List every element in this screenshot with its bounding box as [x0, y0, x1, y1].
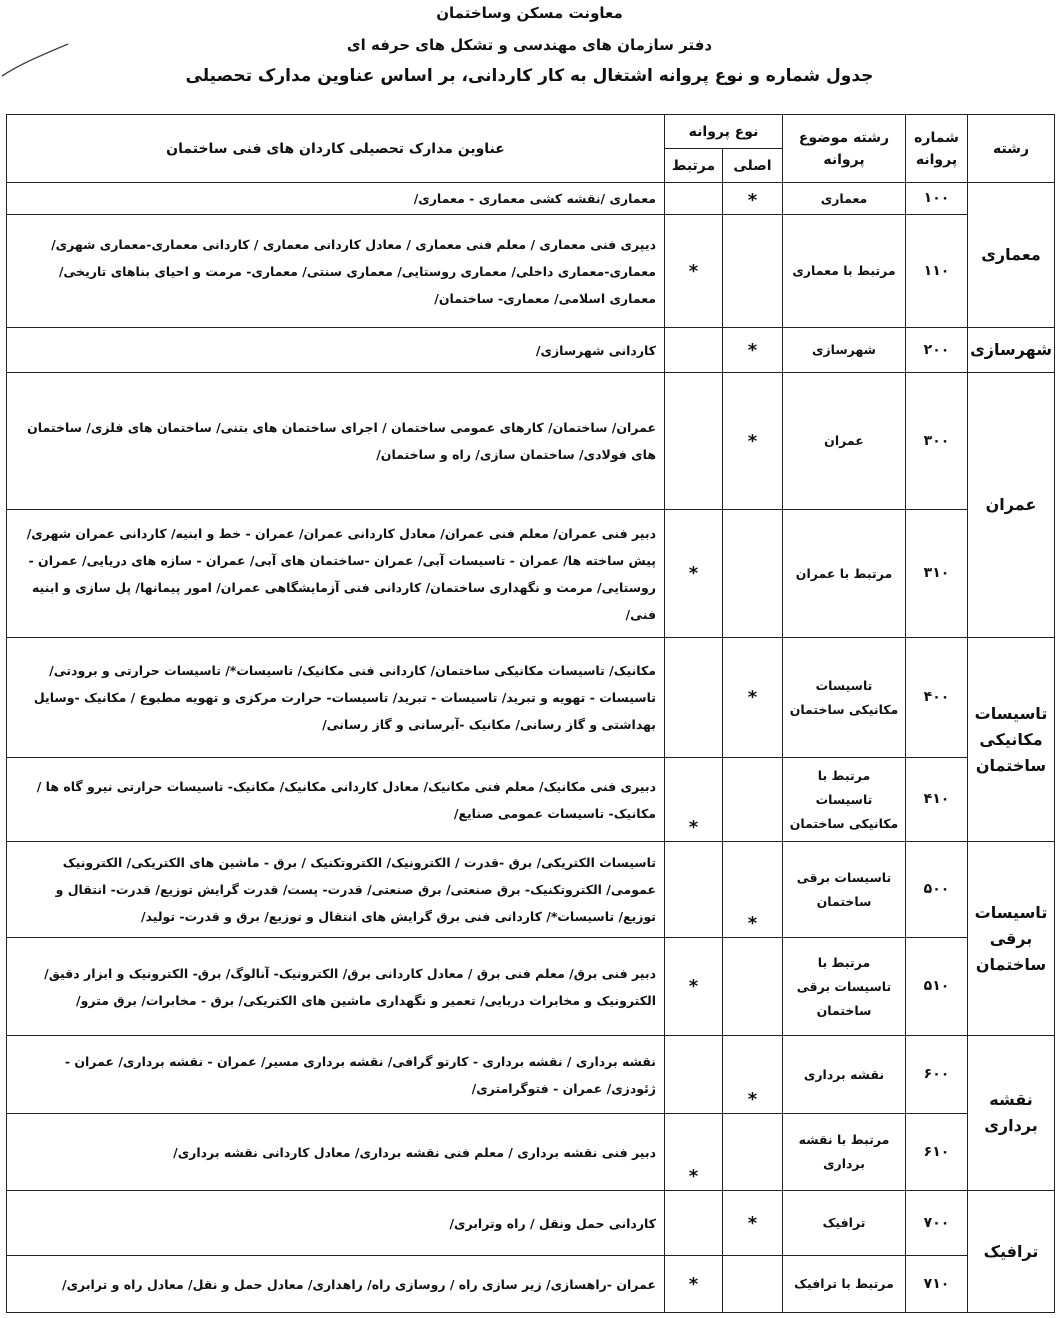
main-mark: * — [723, 842, 783, 938]
degree-titles: کاردانی شهرسازی/ — [7, 328, 665, 373]
license-number: ۶۰۰ — [906, 1036, 968, 1114]
related-mark-empty — [665, 373, 723, 510]
degree-titles: کاردانی حمل ونقل / راه وترابری/ — [7, 1191, 665, 1256]
table-row — [7, 638, 1055, 758]
col-main-header: اصلی — [723, 149, 783, 183]
main-mark: * — [723, 183, 783, 215]
degree-titles: عمران/ ساختمان/ کارهای عمومی ساختمان / اجرای ساختمان های بتنی/ ساختمان های فلزی/ ساختمان های فولادی/ ساختمان سازی/ راه و ساختمان/ — [7, 373, 665, 510]
header-office: دفتر سازمان های مهندسی و تشکل های حرفه ای — [346, 36, 713, 54]
degree-titles: تاسیسات الکتریکی/ برق -قدرت / الکترونیک/ الکتروتکنیک / برق - ماشین های الکتریکی/ الکترونیک عمومی/ الکتروتکنیک- برق صنعتی/ برق صنعتی/ قدرت- پست/ قدرت گرایش توزیع/ قدرت- انتقال و توزیع/ تاسیسات*/ کاردانی فنی برق گرایش های انتقال و توزیع/ برق و قدرت- تولید/ — [7, 842, 665, 938]
license-subject: ترافیک — [783, 1191, 906, 1256]
related-mark: * — [665, 758, 723, 842]
main-mark-empty — [723, 215, 783, 328]
table-row — [7, 758, 1055, 842]
license-number: ۱۱۰ — [906, 215, 968, 328]
field-cell: عمران — [968, 373, 1055, 638]
col-related-header: مرتبط — [665, 149, 723, 183]
main-mark-empty — [723, 938, 783, 1036]
corner-pen-mark — [0, 40, 70, 80]
license-subject: مرتبط با تاسیسات برقی ساختمان — [783, 938, 906, 1036]
related-mark-empty — [665, 183, 723, 215]
license-subject: نقشه برداری — [783, 1036, 906, 1114]
license-number: ۷۰۰ — [906, 1191, 968, 1256]
license-subject: معماری — [783, 183, 906, 215]
license-subject: عمران — [783, 373, 906, 510]
degree-titles: نقشه برداری / نقشه برداری - کارتو گرافی/ نقشه برداری مسیر/ عمران - نقشه برداری/ عمران - ژئودزی/ عمران - فتوگرامتری/ — [7, 1036, 665, 1114]
main-mark: * — [723, 1191, 783, 1256]
license-number: ۱۰۰ — [906, 183, 968, 215]
degree-titles: عمران -راهسازی/ زیر سازی راه / روسازی راه/ راهداری/ معادل حمل و نقل/ معادل راه و ترابری/ — [7, 1256, 665, 1313]
license-number: ۴۰۰ — [906, 638, 968, 758]
table-row — [7, 328, 1055, 373]
field-cell: معماری — [968, 183, 1055, 328]
license-subject: مرتبط با نقشه برداری — [783, 1114, 906, 1191]
license-number: ۳۰۰ — [906, 373, 968, 510]
license-subject: تاسیسات برقی ساختمان — [783, 842, 906, 938]
license-subject: شهرسازی — [783, 328, 906, 373]
related-mark: * — [665, 1114, 723, 1191]
license-subject: مرتبط با عمران — [783, 510, 906, 638]
license-subject: مرتبط با ترافیک — [783, 1256, 906, 1313]
license-number: ۷۱۰ — [906, 1256, 968, 1313]
license-subject: تاسیسات مکانیکی ساختمان — [783, 638, 906, 758]
related-mark-empty — [665, 328, 723, 373]
main-mark: * — [723, 373, 783, 510]
main-mark-empty — [723, 1114, 783, 1191]
col-titles-header: عناوین مدارک تحصیلی کاردان های فنی ساختمان — [7, 115, 665, 183]
license-number: ۶۱۰ — [906, 1114, 968, 1191]
table-row — [7, 215, 1055, 328]
degree-titles: دیپری فنی معماری / معلم فنی معماری / معادل کاردانی معماری / کاردانی معماری-معماری شهری/ معماری-معماری داخلی/ معماری روستایی/ معماری سنتی/ معماری- مرمت و احیای بناهای تاریخی/ معماری اسلامی/ معماری- ساختمان/ — [7, 215, 665, 328]
related-mark-empty — [665, 1036, 723, 1114]
field-cell: ترافیک — [968, 1191, 1055, 1313]
license-number: ۵۰۰ — [906, 842, 968, 938]
related-mark-empty — [665, 638, 723, 758]
main-mark: * — [723, 1036, 783, 1114]
col-field-header: رشته — [968, 115, 1055, 183]
license-number: ۵۱۰ — [906, 938, 968, 1036]
main-mark-empty — [723, 510, 783, 638]
table-row — [7, 510, 1055, 638]
table-row — [7, 1256, 1055, 1313]
main-mark-empty — [723, 1256, 783, 1313]
related-mark-empty — [665, 842, 723, 938]
main-mark: * — [723, 328, 783, 373]
license-number: ۲۰۰ — [906, 328, 968, 373]
related-mark: * — [665, 510, 723, 638]
main-mark: * — [723, 638, 783, 758]
table-row — [7, 373, 1055, 510]
main-mark-empty — [723, 758, 783, 842]
related-mark: * — [665, 215, 723, 328]
degree-titles: دبیری فنی مکانیک/ معلم فنی مکانیک/ معادل کاردانی مکانیک/ مکانیک- تاسیسات حرارتی نیرو گاه ها / مکانیک- تاسیسات عمومی صنایع/ — [7, 758, 665, 842]
col-number-header: شماره پروانه — [906, 115, 968, 183]
col-type-header: نوع پروانه — [665, 115, 783, 149]
col-subject-header: رشته موضوع پروانه — [783, 115, 906, 183]
related-mark: * — [665, 938, 723, 1036]
header-table-title: جدول شماره و نوع پروانه اشتغال به کار کاردانی، بر اساس عناوین مدارک تحصیلی — [185, 66, 874, 86]
degree-titles: دبیر فنی برق/ معلم فنی برق / معادل کاردانی برق/ الکترونیک- آنالوگ/ برق- الکترونیک و ابزار دقیق/ الکترونیک و مخابرات دریایی/ تعمیر و نگهداری ماشین های الکتریکی/ برق - مخابرات/ برق مترو/ — [7, 938, 665, 1036]
degree-titles: مکانیک/ تاسیسات مکانیکی ساختمان/ کاردانی فنی مکانیک/ تاسیسات*/ تاسیسات حرارتی و برودتی/ تاسیسات - تهویه و تبرید/ تاسیسات - تبرید/ تاسیسات- حرارت مرکزی و تهویه مطبوع / مکانیک -وسایل بهداشتی و گاز رسانی/ مکانیک -آبرسانی و گاز رسانی/ — [7, 638, 665, 758]
table-row — [7, 842, 1055, 938]
related-mark: * — [665, 1256, 723, 1313]
field-cell: تاسیسات مکانیکی ساختمان — [968, 638, 1055, 842]
field-cell: تاسیسات برقی ساختمان — [968, 842, 1055, 1036]
field-cell: نقشه برداری — [968, 1036, 1055, 1191]
license-subject: مرتبط با معماری — [783, 215, 906, 328]
table-row — [7, 1114, 1055, 1191]
degree-titles: دبیر فنی نقشه برداری / معلم فنی نقشه برداری/ معادل کاردانی نقشه برداری/ — [7, 1114, 665, 1191]
table-row — [7, 183, 1055, 215]
related-mark-empty — [665, 1191, 723, 1256]
license-subject: مرتبط با تاسیسات مکانیکی ساختمان — [783, 758, 906, 842]
license-table — [6, 114, 1055, 1313]
header-deputy: معاونت مسکن وساختمان — [436, 4, 623, 22]
field-cell: شهرسازی — [968, 328, 1055, 373]
degree-titles: دبیر فنی عمران/ معلم فنی عمران/ معادل کاردانی عمران/ عمران - خط و ابنیه/ کاردانی عمران شهری/ پیش ساخته ها/ عمران - تاسیسات آبی/ عمران -ساختمان های آبی/ عمران - سازه های دریایی/ عمران - روستایی/ مرمت و نگهداری ساختمان/ کاردانی فنی آزمایشگاهی عمران/ امور پیمانها/ پل سازی و ابنیه فنی/ — [7, 510, 665, 638]
table-row — [7, 1191, 1055, 1256]
license-number: ۴۱۰ — [906, 758, 968, 842]
degree-titles: معماری /نقشه کشی معماری - معماری/ — [7, 183, 665, 215]
table-row — [7, 938, 1055, 1036]
table-row — [7, 1036, 1055, 1114]
license-number: ۳۱۰ — [906, 510, 968, 638]
